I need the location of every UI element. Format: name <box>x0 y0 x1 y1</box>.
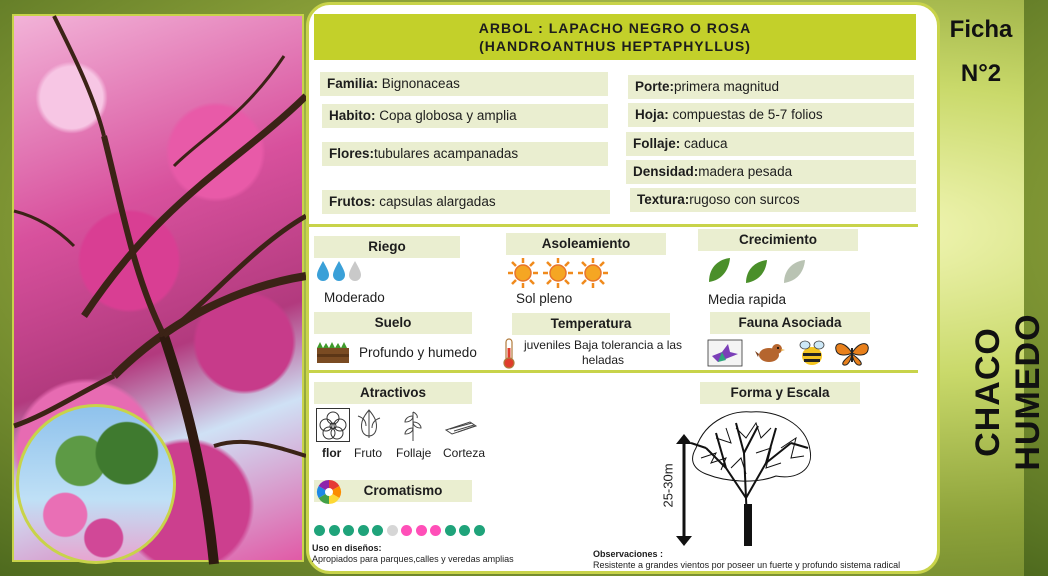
color-wheel-icon <box>316 479 342 510</box>
color-swatch <box>401 525 412 536</box>
riego-header: Riego <box>314 236 460 258</box>
suelo-header: Suelo <box>314 312 472 334</box>
field-densidad: Densidad:madera pesada <box>626 160 916 184</box>
bark-icon <box>444 420 478 441</box>
field-porte: Porte:primera magnitud <box>628 75 914 99</box>
cromatismo-header: Cromatismo <box>314 480 472 502</box>
water-drops-icon <box>316 260 364 287</box>
flower-closeup-photo <box>16 404 176 564</box>
uso-label: Uso en diseños: <box>312 543 382 553</box>
color-swatch <box>372 525 383 536</box>
riego-value: Moderado <box>324 290 385 305</box>
crecimiento-value: Media rapida <box>708 292 787 307</box>
flower-icon <box>316 408 350 447</box>
suelo-value: Profundo y humedo <box>359 345 477 360</box>
title-scientific-name: (HANDROANTHUS HEPTAPHYLLUS) <box>479 38 751 54</box>
atractivo-follaje: Follaje <box>396 446 432 460</box>
fruit-icon <box>354 408 384 447</box>
bee-icon <box>797 339 827 372</box>
fauna-header: Fauna Asociada <box>710 312 870 334</box>
color-swatch <box>445 525 456 536</box>
observaciones-label: Observaciones : <box>593 549 664 559</box>
color-swatch <box>474 525 485 536</box>
field-habito: Habito: Copa globosa y amplia <box>322 104 608 128</box>
atractivos-header: Atractivos <box>314 382 472 404</box>
butterfly-icon <box>834 340 870 371</box>
hummingbird-icon <box>708 340 742 371</box>
color-swatch <box>459 525 470 536</box>
observaciones-value: Resistente a grandes vientos por poseer un fuerte y profundo sistema radical <box>593 560 901 570</box>
foliage-icon <box>400 410 426 447</box>
tree-silhouette-icon <box>686 408 816 553</box>
uso-value: Apropiados para parques,calles y veredas amplias <box>312 554 514 564</box>
field-hoja: Hoja: compuestas de 5-7 folios <box>628 103 914 127</box>
color-swatch <box>358 525 369 536</box>
tree-photo <box>12 14 304 562</box>
leaf-icons <box>706 256 816 291</box>
sun-icons <box>506 256 612 295</box>
atractivo-flor: flor <box>322 446 342 460</box>
crecimiento-header: Crecimiento <box>698 229 858 251</box>
field-familia: Familia: Bignonaceas <box>320 72 608 96</box>
scale-label: 25-30m <box>660 463 676 508</box>
ficha-number: N°2 <box>960 60 1002 87</box>
color-swatch <box>329 525 340 536</box>
asoleamiento-value: Sol pleno <box>516 291 573 306</box>
divider-1 <box>306 224 918 227</box>
bird-icon <box>755 340 785 371</box>
divider-2 <box>306 370 918 373</box>
forma-header: Forma y Escala <box>700 382 860 404</box>
soil-icon <box>316 340 350 369</box>
temperatura-value: juveniles Baja tolerancia a las heladas <box>523 338 683 367</box>
asoleamiento-header: Asoleamiento <box>506 233 666 255</box>
color-swatch <box>343 525 354 536</box>
atractivo-corteza: Corteza <box>443 446 486 460</box>
region-label: CHACO HUMEDO <box>969 313 1047 471</box>
ficha-title: Ficha <box>949 16 1013 43</box>
field-frutos: Frutos: capsulas alargadas <box>322 190 610 214</box>
color-swatches <box>314 524 494 538</box>
color-swatch <box>430 525 441 536</box>
field-follaje: Follaje: caduca <box>626 132 914 156</box>
title-common-name: ARBOL : LAPACHO NEGRO O ROSA <box>478 20 752 36</box>
color-swatch <box>314 525 325 536</box>
temperatura-header: Temperatura <box>512 313 670 335</box>
color-swatch <box>416 525 427 536</box>
field-flores: Flores:tubulares acampanadas <box>322 142 608 166</box>
ficha-label <box>946 8 1016 96</box>
page-title <box>314 14 916 60</box>
color-swatch <box>387 525 398 536</box>
atractivo-fruto: Fruto <box>354 446 383 460</box>
field-textura: Textura:rugoso con surcos <box>630 188 916 212</box>
